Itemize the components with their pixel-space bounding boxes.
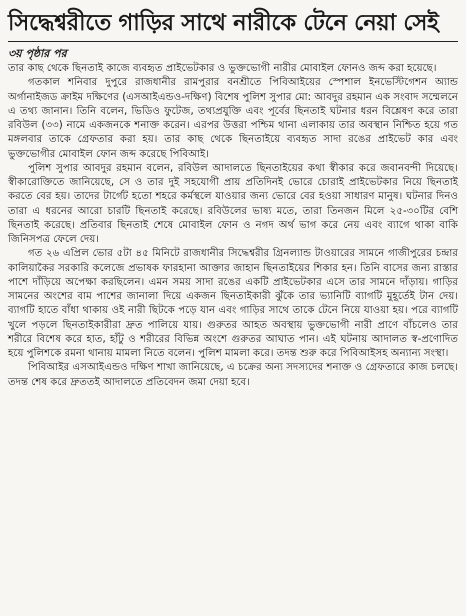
article-body [8, 62, 458, 390]
headline: সিদ্ধেশ্বরীতে গাড়ির সাথে নারীকে টেনে নেয়া সেই [8, 10, 439, 36]
paragraph: পুলিশ সুপার আবদুর রহমান বলেন, রবিউল আদালতে ছিনতাইয়ের কথা স্বীকার করে জবানবন্দী দিয়েছে। স্বীকারোক্তিতে জানিয়েছে, সে ও তার দুই সহযোগী প্রায় প্রতিদিনই ভোরে চোরাই প্রাইভেটকার নিয়ে ছিনতাই করতে বের হয়। তাদের টার্গেট হতো শহরে কর্মস্থলে যাওয়ার জন্য ভোরে বের হওয়া সাধারণ মানুষ। ঘটনার দিনও তারা এ ধরনের আরো চারটি ছিনতাই করেছে। রবিউলের ভাষ্য মতে, তারা তিনজন মিলে ২৫-৩০টির বেশি ছিনতাই করেছে। প্রতিবার ছিনতাই শেষে মোবাইল ফোন ও নগদ অর্থ ভাগ করে নেয় এবং ব্যাগে থাকা বাকি জিনিসপত্র ফেলে দেয়। [8, 162, 458, 245]
paragraph: পিবিআইর এসআইএন্ডও দক্ষিণ শাখা জানিয়েছে, এ চক্রের অন্য সদস্যদের শনাক্ত ও গ্রেফতারে কাজ চলছে। তদন্ত শেষ করে দ্রুততই আদালতে প্রতিবেদন জমা দেয়া হবে। [8, 362, 458, 388]
continuation-note: ৩য় পৃষ্ঠার পর [8, 47, 67, 60]
paragraph: গত ২৬ এপ্রিল ভোর ৫টা ৪৫ মিনিটে রাজধানীর সিদ্ধেশ্বরীর গ্রিনল্যান্ড টাওয়ারের সামনে গাজীপুরের চন্দ্রার কালিয়াকৈর সরকারি কলেজে প্রভাষক ফারহানা আক্তার জাহান ছিনতাইয়ের শিকার হন। তিনি বাসের জন্য রাস্তার পাশে দাঁড়িয়ে অপেক্ষা করছিলেন। এমন সময় সাদা রঙের একটি প্রাইভেটকার এসে তার সামনে দাঁড়ায়। গাড়ির সামনের অংশের বাম পাশের জানালা দিয়ে একজন ছিনতাইকারী ঝুঁকে তার ভ্যানিটি ব্যাগটি মুহূর্তেই টান দেয়। ব্যাগটি হাতে বাঁধা থাকায় ওই নারী ছিটকে পড়ে যান এবং গাড়ির সাথে তাকে টেনে নিয়ে যাওয়া হয়। পরে ব্যাগটি খুলে পড়লে ছিনতাইকারীরা দ্রুত পালিয়ে যায়। গুরুতর আহত অবস্থায় ভুক্তভোগী নারী প্রাণে বাঁচলেও তার শরীরে বিশেষ করে হাত, হাঁটু ও শরীরের বিভিন্ন অংশে গুরুতর আঘাত পান। এই ঘটনায় আদালত স্ব-প্রণোদিত হয়ে পুলিশকে রমনা থানায় মামলা নিতে বলেন। পুলিশ মামলা করে। তদন্ত শুরু করে পিবিআইসহ অন্যান্য সংস্থা। [8, 248, 458, 359]
paragraph: গতকাল শনিবার দুপুরে রাজধানীর রামপুরার বনশ্রীতে পিবিআইয়ের স্পেশাল ইনভেস্টিগেশন অ্যান্ড অর্গানাইজড ক্রাইম দক্ষিণের (এসআইএন্ডও-দক্ষিণ) বিশেষ পুলিশ সুপার মো: আবদুর রহমান এক সংবাদ সম্মেলনে এ তথ্য জানান। তিনি বলেন, ভিডিও ফুটেজ, তথ্যপ্রযুক্তি এবং পূর্বের ছিনতাই ঘটনার ধরন বিশ্লেষণ করে তারা রবিউল (৩৩) নামে একজনকে শনাক্ত করেন। এরপর উত্তরা পশ্চিম থানা এলাকায় তার অবস্থান নিশ্চিত হয়ে গত মঙ্গলবার তাকে গ্রেফতার করা হয়। তার কাছ থেকে ছিনতাইয়ে ব্যবহৃত সাদা রঙের প্রাইভেট কার এবং ভুক্তভোগীর মোবাইল ফোন জব্দ করেছে পিবিআই। [8, 77, 458, 160]
paragraph: তার কাছ থেকে ছিনতাই কাজে ব্যবহৃত প্রাইভেটকার ও ভুক্তভোগী নারীর মোবাইল ফোনও জব্দ করা হয়েছে। [8, 63, 437, 74]
headline-divider [8, 41, 458, 42]
